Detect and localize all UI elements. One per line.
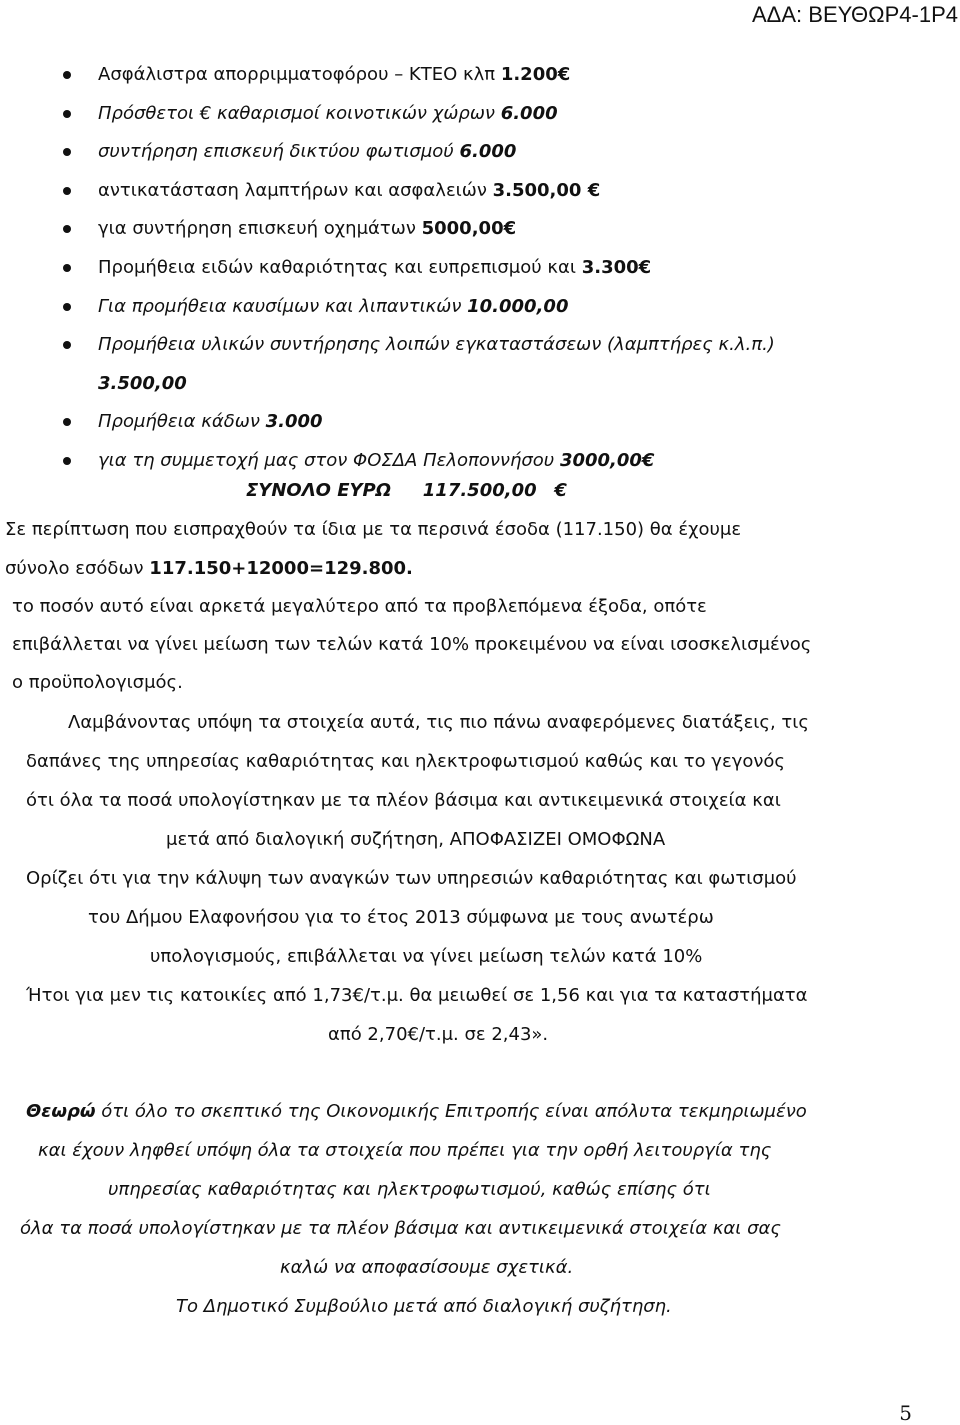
expense-amount: 3.500,00 [492, 179, 582, 201]
paragraph-2-line-2: επιβάλλεται να γίνει μείωση των τελών κατά 10% προκειμένου να είναι ισοσκελισμένος [12, 634, 812, 655]
bullet-icon [63, 148, 71, 156]
paragraph-4-line-2: και έχουν ληφθεί υπόψη όλα τα στοιχεία που πρέπει για την ορθή λειτουργία της [38, 1140, 772, 1161]
total-line [246, 480, 567, 501]
bullet-icon [63, 71, 71, 79]
paragraph-4-line-6: Το Δημοτικό Συμβούλιο μετά από διαλογική συζήτηση. [176, 1296, 672, 1317]
paragraph-2-line-3: ο προϋπολογισμός. [12, 672, 183, 693]
bullet-icon [63, 457, 71, 465]
bullet-icon [63, 110, 71, 118]
paragraph-2-line-1: το ποσόν αυτό είναι αρκετά μεγαλύτερο από τα προβλεπόμενα έξοδα, οπότε [12, 596, 707, 617]
expense-label: Προμήθεια ειδών καθαριότητας και ευπρεπισμού και [98, 256, 582, 278]
document-id: ΑΔΑ: ΒΕΥΘΩΡ4-1Ρ4 [752, 2, 958, 27]
expense-label: Για προμήθεια καυσίμων και λιπαντικών [98, 295, 468, 317]
paragraph-3-line-5: Ορίζει ότι για την κάλυψη των αναγκών των υπηρεσιών καθαριότητας και φωτισμού [26, 868, 797, 889]
income-amount: 117.150+12000=129.800. [149, 558, 413, 579]
expense-label: Προμήθεια κάδων [98, 411, 266, 433]
paragraph-3-line-4: μετά από διαλογική συζήτηση, ΑΠΟΦΑΣΙΖΕΙ ΟΜΟΦΩΝΑ [166, 829, 666, 850]
paragraph-3-line-6: του Δήμου Ελαφονήσου για το έτος 2013 σύμφωνα με τους ανωτέρω [88, 907, 714, 928]
expense-label: Προμήθεια υλικών συντήρησης λοιπών εγκαταστάσεων (λαμπτήρες κ.λ.π.) [98, 334, 775, 356]
euro-symbol: € [503, 218, 517, 240]
paragraph-3-line-2: δαπάνες της υπηρεσίας καθαριότητας και ηλεκτροφωτισμού καθώς και το γεγονός [26, 751, 785, 772]
paragraph-4-line-3: υπηρεσίας καθαριότητας και ηλεκτροφωτισμού, καθώς επίσης ότι [108, 1179, 711, 1200]
paragraph-3-line-8: Ήτοι για μεν τις κατοικίες από 1,73€/τ.μ. θα μειωθεί σε 1,56 και για τα καταστήματα [26, 985, 808, 1006]
bullet-icon [63, 341, 71, 349]
bullet-icon [63, 225, 71, 233]
paragraph-3-line-9: από 2,70€/τ.μ. σε 2,43». [328, 1024, 549, 1045]
bullet-icon [63, 187, 71, 195]
expense-amount: 10.000,00 [467, 295, 569, 317]
expense-item [60, 442, 940, 481]
expense-label: για συντήρηση επισκευή οχημάτων [98, 218, 422, 240]
total-amount: 117.500,00 [422, 480, 537, 501]
euro-symbol: € [581, 179, 601, 201]
expense-amount: 6.000 [500, 102, 558, 124]
income-label: σύνολο εσόδων [5, 558, 150, 579]
page-number: 5 [899, 1401, 912, 1425]
expense-label: Πρόσθετοι € καθαρισμοί κοινοτικών χώρων [98, 102, 501, 124]
euro-symbol: € [641, 449, 655, 471]
expense-amount: 3.500,00 [98, 372, 187, 394]
bullet-icon [63, 303, 71, 311]
expense-item [60, 172, 940, 211]
expense-item [60, 249, 940, 288]
bullet-icon [63, 418, 71, 426]
expense-item [60, 210, 940, 249]
expense-list [60, 56, 940, 481]
bullet-icon [63, 264, 71, 272]
paragraph-4-line-5: καλώ να αποφασίσουμε σχετικά. [280, 1257, 574, 1278]
euro-symbol: € [554, 480, 567, 501]
expense-label: συντήρηση επισκευή δικτύου φωτισμού [98, 141, 460, 163]
expense-item [60, 403, 940, 442]
expense-amount: 3.000 [265, 411, 323, 433]
expense-label: Ασφάλιστρα απορριμματοφόρου – ΚΤΕΟ κλπ [98, 64, 501, 85]
expense-label: για τη συμμετοχή μας στον ΦΟΣΔΑ Πελοποννήσου [98, 449, 560, 471]
paragraph-1-line-1: Σε περίπτωση που εισπραχθούν τα ίδια με τα περσινά έσοδα (117.150) θα έχουμε [5, 519, 742, 540]
expense-amount: 1.200 [500, 64, 558, 85]
paragraph-4-line-1 [26, 1101, 807, 1122]
expense-item [60, 56, 940, 95]
paragraph-3-line-7: υπολογισμούς, επιβάλλεται να γίνει μείωση τελών κατά 10% [150, 946, 703, 967]
paragraph-1-line-2 [5, 558, 413, 579]
expense-amount: 5000,00 [421, 218, 504, 240]
paragraph-4-text: ότι όλο το σκεπτικό της Οικονομικής Επιτροπής είναι απόλυτα τεκμηριωμένο [95, 1101, 807, 1122]
paragraph-4-line-4: όλα τα ποσά υπολογίστηκαν με τα πλέον βάσιμα και αντικειμενικά στοιχεία και σας [20, 1218, 781, 1239]
expense-amount: 3000,00 [559, 449, 642, 471]
expense-label: αντικατάσταση λαμπτήρων και ασφαλειών [98, 179, 493, 201]
expense-item [60, 288, 940, 327]
total-label: ΣΥΝΟΛΟ ΕΥΡΩ [246, 480, 392, 501]
paragraph-3-line-3: ότι όλα τα ποσά υπολογίστηκαν με τα πλέον βάσιμα και αντικειμενικά στοιχεία και [26, 790, 781, 811]
expense-item [60, 95, 940, 134]
expense-amount: 6.000 [459, 141, 517, 163]
expense-item [60, 326, 940, 403]
expense-item [60, 133, 940, 172]
paragraph-3-line-1: Λαμβάνοντας υπόψη τα στοιχεία αυτά, τις πιο πάνω αναφερόμενες διατάξεις, τις [68, 712, 809, 733]
expense-amount: 3.300 [581, 256, 639, 278]
euro-symbol: € [638, 256, 652, 278]
lead-word: Θεωρώ [26, 1101, 96, 1122]
euro-symbol: € [557, 64, 571, 85]
